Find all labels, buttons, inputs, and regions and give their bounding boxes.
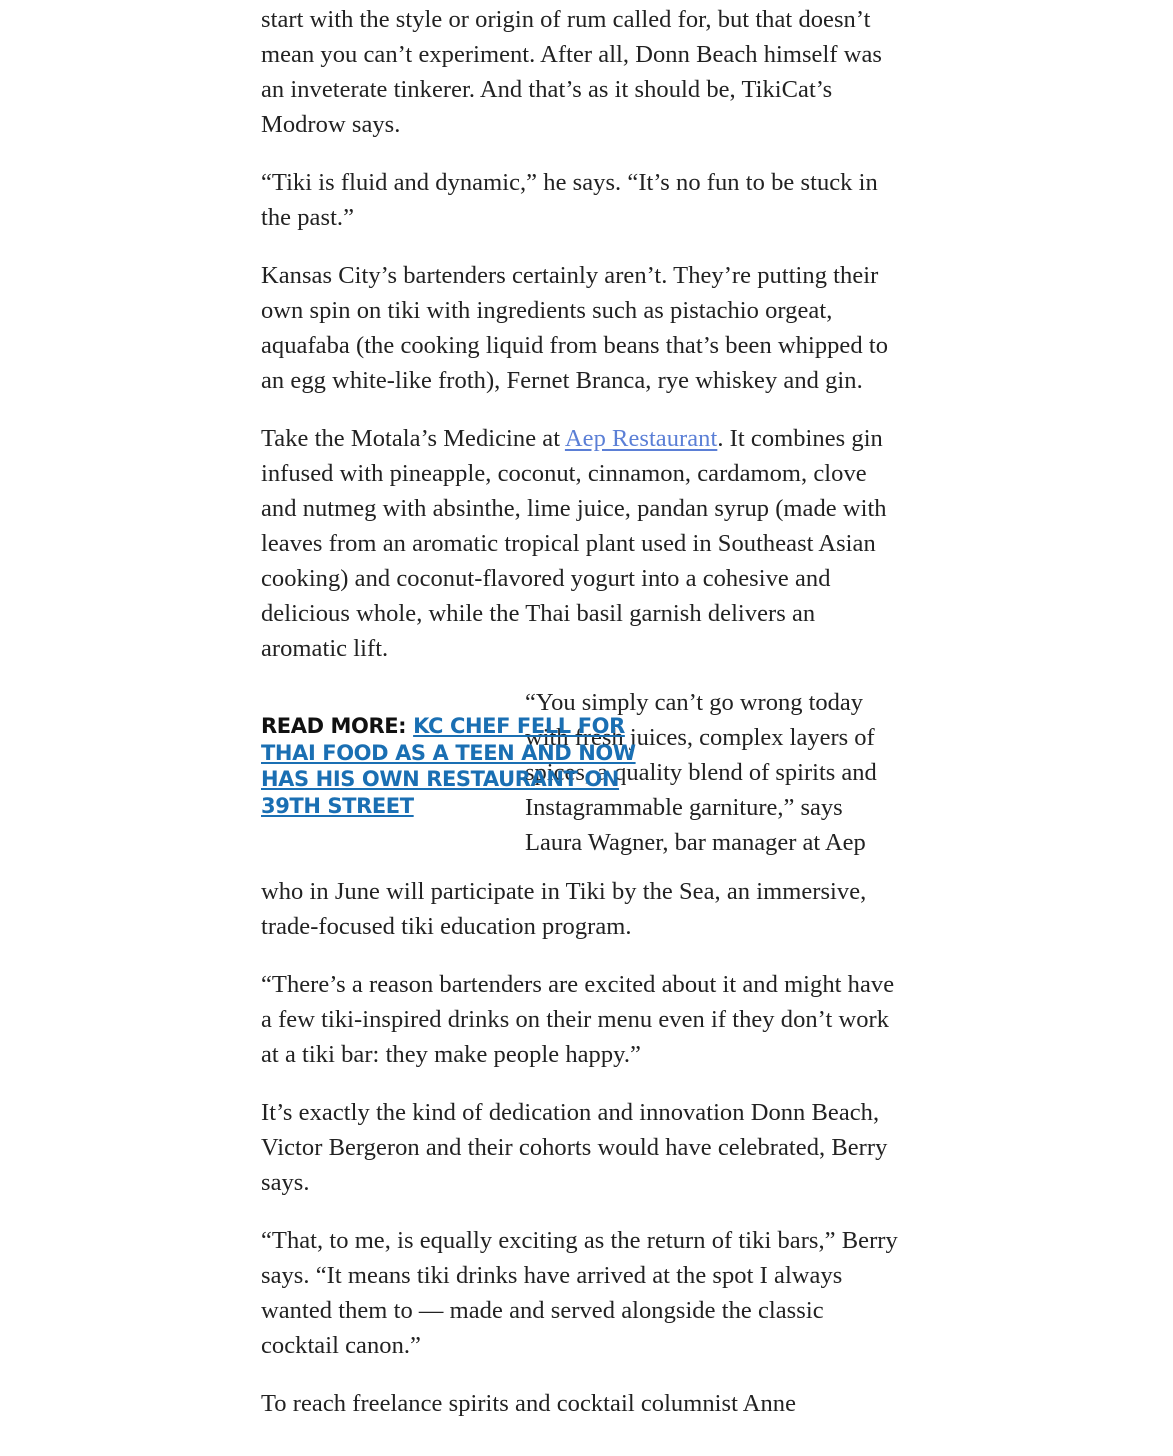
paragraph-text: . It combines gin infused with pineapple, coconut, cinnamon, cardamom, clove and nutmeg with absinthe, lime juice, pandan syrup (made with leaves from an aromatic tropical plant used in Southeast Asian cooking) and coconut-flavored yogurt into a cohesive and delicious whole, while the Thai basil garnish delivers an aromatic lift. [261, 425, 887, 662]
read-more-link[interactable]: KC CHEF FELL FOR THAI FOOD AS A TEEN AND NOW HAS HIS OWN RESTAURANT ON 39TH STREET [261, 714, 636, 818]
paragraph-dedication-innovation: It’s exactly the kind of dedication and innovation Donn Beach, Victor Bergeron and their cohorts would have celebrated, Berry says. [261, 1099, 888, 1196]
paragraph-tiki-by-the-sea: who in June will participate in Tiki by the Sea, an immersive, trade-focused tiki education program. [261, 878, 867, 940]
paragraph-rum-experiment: start with the style or origin of rum called for, but that doesn’t mean you can’t experiment. After all, Donn Beach himself was an inveterate tinkerer. And that’s as it should be, TikiCat’s Modrow says. [261, 6, 882, 138]
read-more-callout [261, 713, 641, 819]
aep-restaurant-link[interactable]: Aep Restaurant [564, 425, 718, 452]
paragraph-motalas-medicine [261, 421, 901, 666]
paragraph-return-of-tiki-quote: “That, to me, is equally exciting as the return of tiki bars,” Berry says. “It means tiki drinks have arrived at the spot I always wanted them to — made and served alongside the classic cocktail canon.” [261, 1227, 898, 1359]
paragraph-tiki-fluid-quote: “Tiki is fluid and dynamic,” he says. “It’s no fun to be stuck in the past.” [261, 169, 878, 231]
read-more-wrap-block [261, 685, 901, 874]
article-body [261, 0, 901, 1421]
read-more-label: READ MORE: [261, 714, 414, 738]
paragraph-laura-wagner-quote: “You simply can’t go wrong today with fresh juices, complex layers of spices, a quality blend of spirits and Instagrammable garniture,” says Laura Wagner, bar manager at Aep [525, 689, 877, 856]
paragraph-bartenders-excited-quote: “There’s a reason bartenders are excited about it and might have a few tiki-inspired drinks on their menu even if they don’t work at a tiki bar: they make people happy.” [261, 971, 895, 1068]
paragraph-contact-columnist: To reach freelance spirits and cocktail columnist Anne [261, 1390, 797, 1417]
paragraph-text: Take the Motala’s Medicine at [261, 425, 565, 452]
paragraph-kc-bartenders: Kansas City’s bartenders certainly aren’t. They’re putting their own spin on tiki with ingredients such as pistachio orgeat, aquafaba (the cooking liquid from beans that’s been whipped to an egg white-like froth), Fernet Branca, rye whiskey and gin. [261, 262, 888, 394]
